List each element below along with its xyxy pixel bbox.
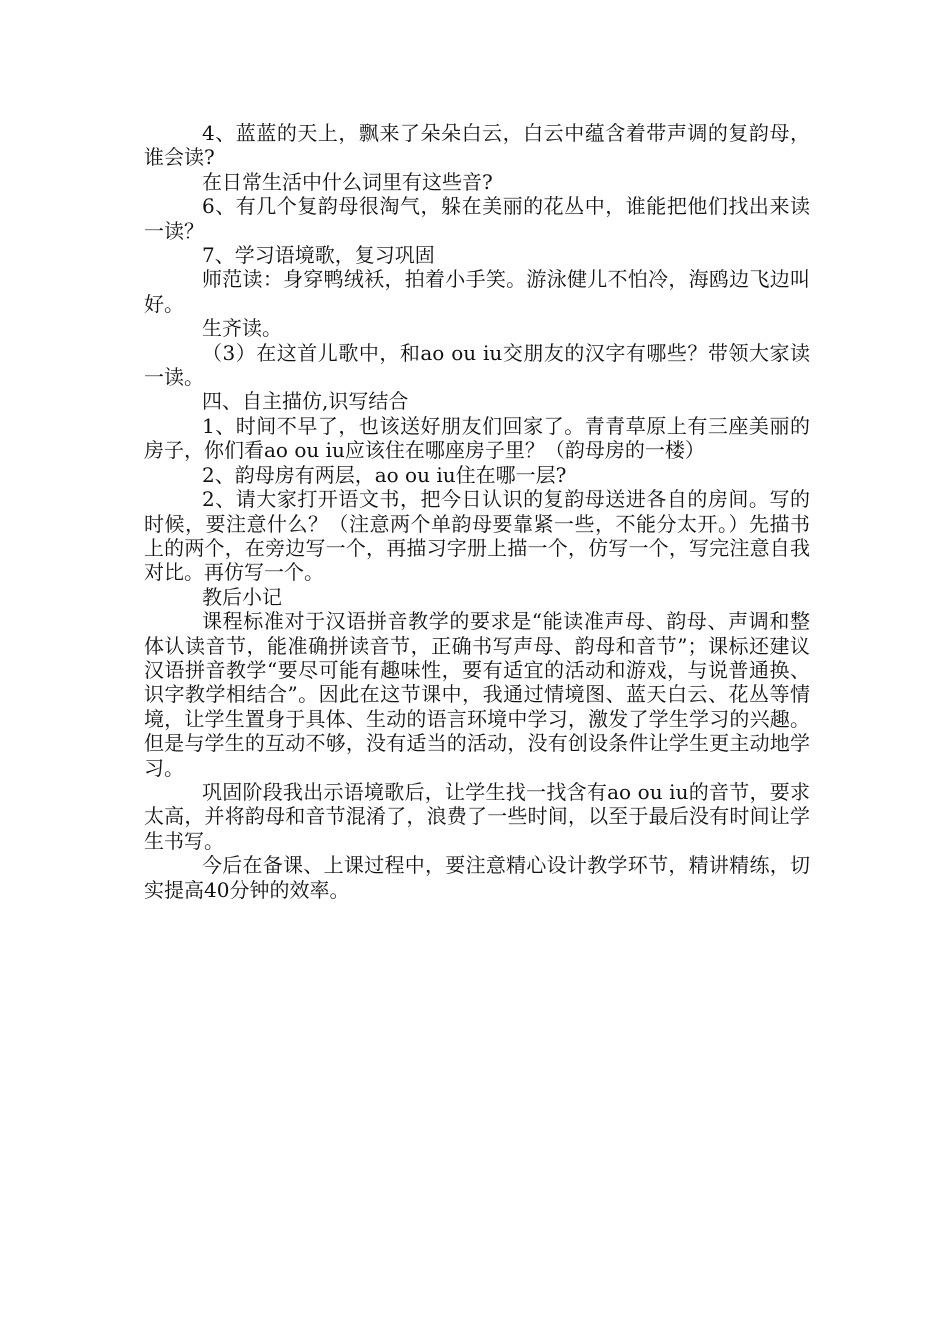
paragraph-step-2a: 2、韵母房有两层，ao ou iu住在哪一层? [202, 462, 567, 487]
paragraph-reflection-1: 课程标准对于汉语拼音教学的要求是“能读准声母、韵母、声调和整体认读音节，能准确拼读音节，正确书写声母、韵母和音节”；课标还建议汉语拼音教学“要尽可能有趣味性，要有适宜的活动和游戏，与说普通换、识字教学相结合”。因此在这节课中，我通过情境图、蓝天白云、花丛等情境，让学生置身于具体、生动的语言环境中学习，激发了学生学习的兴趣。但是与学生的互动不够，没有适当的活动，没有创设条件让学生更主动地学习。 [144, 609, 810, 780]
paragraph-item-3: （3）在这首儿歌中，和ao ou iu交朋友的汉字有哪些？带领大家读一读。 [144, 340, 810, 390]
section-heading-4: 四、自主描仿,识写结合 [202, 389, 409, 414]
paragraph-step-2b: 2、请大家打开语文书，把今日认识的复韵母送进各自的房间。写的时候，要注意什么？（注意两个单韵母要靠紧一些，不能分太开。）先描书上的两个，在旁边写一个，再描习字册上描一个，仿写一个，写完注意自我对比。再仿写一个。 [144, 487, 810, 585]
paragraph-teacher-reading: 师范读：身穿鸭绒袄，拍着小手笑。游泳健儿不怕冷，海鸥边飞边叫好。 [144, 267, 810, 316]
document-body [144, 121, 810, 902]
paragraph-step-1: 1、时间不早了，也该送好朋友们回家了。青青草原上有三座美丽的房子，你们看ao ou iu应该住在哪座房子里？（韵母房的一楼） [144, 413, 810, 463]
paragraph-reflection-3: 今后在备课、上课过程中，要注意精心设计教学环节，精讲精练，切实提高40分钟的效率。 [144, 853, 810, 902]
section-heading-reflection: 教后小记 [202, 584, 282, 609]
paragraph-item-6: 6、有几个复韵母很淘气，躲在美丽的花丛中，谁能把他们找出来读一读？ [144, 194, 810, 243]
paragraph-students-read: 生齐读。 [202, 316, 282, 341]
paragraph-reflection-2: 巩固阶段我出示语境歌后，让学生找一找含有ao ou iu的音节，要求太高，并将韵母和音节混淆了，浪费了一些时间，以至于最后没有时间让学生书写。 [144, 779, 810, 853]
paragraph-daily-life: 在日常生活中什么词里有这些音? [202, 169, 493, 194]
paragraph-item-4: 4、蓝蓝的天上，飘来了朵朵白云，白云中蕴含着带声调的复韵母，谁会读? [144, 121, 810, 170]
paragraph-item-7: 7、学习语境歌，复习巩固 [202, 243, 435, 268]
